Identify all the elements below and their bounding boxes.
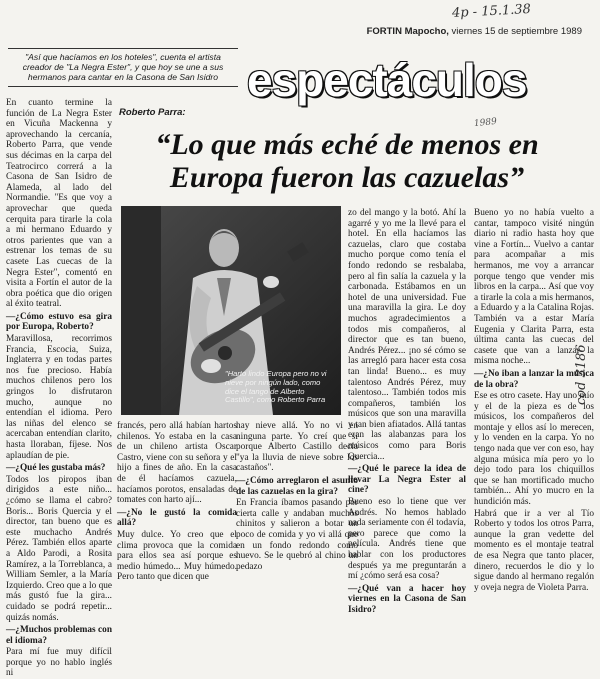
article-paragraph: Bueno eso lo tiene que ver Andrés. No hemos hablado nada seriamente con él todavía, pero parece que como la película. Andrés tiene que hablar con los productores después ya me preguntarán a mí ¿cómo será esa cosa? (348, 497, 466, 582)
article-paragraph: Maravillosa, recorrimos Francia, Escocia, Suiza, Inglaterra y en todas partes nos fue precioso. Había muchos chilenos pero los gringos lo disfrutaron mucho, aunque no entendían el idioma. Pero las niñas del elenco se acercaban entendían clarito, hasta lloraban, fíjese. Nos aplaudían de pie. (6, 334, 112, 461)
interview-question: —¿Qué van a hacer hoy viernes en la Casona de San Isidro? (348, 583, 466, 615)
article-paragraph: zo del mango y la botó. Ahí la agarré y yo me la llevé para el hotel. En ella hacíamos las cazuelas, claro que costaba mucho porque como tenía el fondo redondo se resbalaba, pero al fin salía la cazuela y la carbonada. Estábamos en un hotel de una universidad. Fue una maravilla la gira. Le doy muchos agradecimientos a todos mis compañeros, al director que es tan bueno, Andrés Pérez... ¡no sé cómo se las arregló para hacer esta cosa tan linda! Bueno... es muy talentoso Andrés Pérez, muy talentoso... También todos mis compañeros, también los músicos que son una maravilla y tan bien afiatados. Allá tantas eran las alabanzas para los músicos como para Boris Quercia... (348, 208, 466, 462)
publication-date: viernes 15 de septiembre 1989 (451, 26, 582, 37)
interview-question: —¿Cómo estuvo esa gira por Europa, Roberto? (6, 311, 112, 333)
article-paragraph: francés, pero allá habían hartos chilenos. Yo estaba en la casa de un chileno artista Oscar Castro, viene con su señora y el hijo a fines de año. En la casa de él hacíamos cazuela, hacíamos porotos, ensaladas de tomates con harto ají... (117, 421, 237, 506)
article-paragraph: Bueno yo no había vuelto a cantar, tampoco visité ningún diario ni radio hasta hoy que vine a Fortín... Vuelvo a cantar para acompañar a mis hermanos, me voy a arrancar porque tengo que vender mis libros en la carpa... Así que voy a tirarle la cola a mis hermanos, a Eduardo y a la Catalina Rojas. También va a estar María Eugenia y Clarita Parra, esta última canta las cuecas del casete que van a lanzar la misma noche... (474, 208, 594, 367)
interview-question: —¿No le gustó la comida allá? (117, 507, 237, 529)
headline: “Lo que más eché de menos en Europa fueron las cazuelas” (155, 128, 539, 194)
article-paragraph: En Francia íbamos pasando por cierta calle y andaban muchos chinitos y salieron a botar un poco de comida y yo vi allá que en un fondo redondo como huevo. Se le quebró al chino un pedazo (236, 498, 358, 572)
article-paragraph: Habrá que ir a ver al Tío Roberto y todos los otros Parra, aunque la gran vedette del momento es el montaje teatral de esa Negra que tanto placer, dinero, recuerdos le dio y lo sigue dando al hermano regalón y oveja negra de Violeta Parra. (474, 508, 594, 593)
interview-question: —¿Cómo arreglaron el asunto de las cazuelas en la gira? (236, 475, 358, 497)
interview-question: —¿Qué les gustaba más? (6, 463, 106, 474)
article-paragraph: En cuanto termine la función de La Negra Ester en Vicuña Mackenna y aprovechando la cercanía, Roberto Parra, que vende sus décimas en la carpa del Teatrocirco correrá a la Casona de San Isidro de Alameda, al lado del Normandie. "Es que voy a aprovechar que queda cerquita para tirarle la cola a mi hermano Eduardo y otros parientes que van a estrenar los temas de su casete Las cuecas de la Negra Ester", comentó en visita a Fortín el autor de la obra poética que dio origen al éxito teatral. (6, 98, 112, 310)
interview-question: —¿No iban a lanzar la música de la obra? (474, 368, 594, 390)
article-paragraph: Para mí fue muy difícil porque yo no hablo inglés ni (6, 647, 112, 679)
handwritten-archive-code: cod 3186 (574, 344, 589, 405)
article-paragraph: Todos los piropos iban dirigidos a este niño... ¿cómo se llama el cabro? Boris... Boris Quercia y el director, tan bueno que es este muchacho Andrés Pérez. También ellos aparte a Aldo Parodi, a Rosita Ramírez, a la Torreblanca, a William Semler, a la María Izquierdo. Creo que a lo que más gustó fue la gira... cuidado se podrá repetir... quizás nomás. (6, 474, 112, 623)
interview-question: —¿Qué le parece la idea de llevar La Negra Ester al cine? (348, 464, 466, 496)
interview-question: —¿Muchos problemas con el idioma? (6, 625, 112, 646)
handwritten-margin-note: 1989 (473, 116, 498, 130)
section-title: espectáculos (247, 54, 527, 106)
article-paragraph: hay nieve allá. Yo no vi en ninguna parte. Yo creí que sí porque Alberto Castillo decía "ya la lluvia de nieve sobre los castaños". (236, 421, 358, 474)
article-paragraph: Ese es otro casete. Hay uno mío y el de la pieza es de los músicos, los compañeros del montaje y ellos así lo merecen, y lo venden en la carpa. Yo no tengo nada que ver con eso, hay alguna música mía pero yo lo dejo todo para los chiquillos que se han mortificado mucho también... Ahí yo mucro en la hundición más. (474, 391, 594, 508)
article-column-4 (348, 208, 466, 615)
article-paragraph: Muy dulce. Yo creo que el clima provoca que la comida para ellos sea así porque es medio húmedo... Muy húmedo. Pero tanto que dicen que (117, 529, 237, 583)
handwritten-date-stamp: 4p - 15.1.38 (451, 1, 532, 22)
article-column-1 (6, 98, 112, 679)
intro-quote: "Así que hacíamos en los hoteles", cuenta el artista creador de "La Negra Ester", y que hoy se une a sus hermanos para cantar en la Casona de San Isidro (8, 48, 238, 87)
photo-caption: "Harto lindo Europa pero no vi nieve por ningún lado, como dice el tango de Alberto Castillo", como Roberto Parra (225, 369, 327, 405)
article-column-2 (117, 421, 237, 583)
byline: Roberto Parra: (119, 107, 186, 118)
publication-name: FORTIN Mapocho, (366, 26, 449, 37)
article-column-5 (474, 208, 594, 593)
article-column-3 (236, 421, 358, 572)
publication-line (262, 26, 582, 37)
